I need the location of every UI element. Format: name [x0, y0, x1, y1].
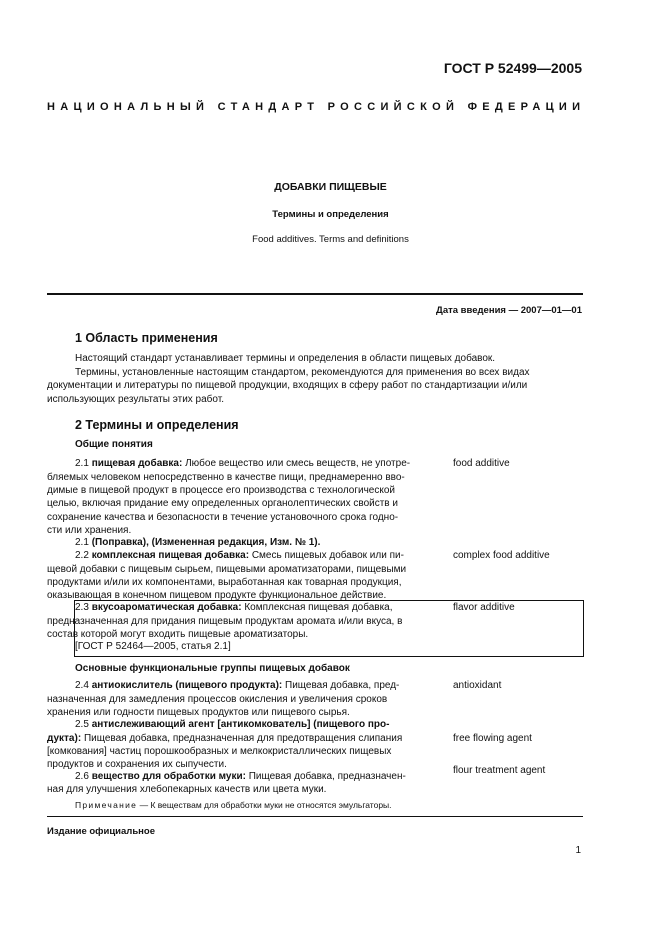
definition-line: димые в пищевой продукт в процессе его производства с технологической	[47, 485, 395, 497]
term-definition-start: Пищевая добавка, предназначен-	[248, 771, 406, 782]
standard-banner: НАЦИОНАЛЬНЫЙ СТАНДАРТ РОССИЙСКОЙ ФЕДЕРАЦИИ	[47, 101, 586, 113]
section-1-paragraph-2	[75, 366, 583, 380]
definition-line: назначенная для замедления процессов окисления и увеличения сроков	[47, 694, 388, 705]
term-2-2-english: complex food additive	[453, 550, 550, 561]
definition-line: продуктов и сохранения их сыпучести.	[47, 759, 227, 771]
term-2-6-definition	[47, 784, 326, 795]
term-2-1-english: food additive	[453, 458, 510, 469]
definition-line: продуктами и/или их компонентами, выработанная как товарная продукция,	[47, 577, 402, 589]
document-subtitle: Термины и определения	[272, 209, 389, 220]
section-1-paragraph-2-cont	[47, 379, 583, 406]
term-2-6-first-line	[75, 771, 406, 782]
paragraph-line: использующих результаты этих работ.	[47, 393, 224, 405]
bottom-divider	[47, 816, 583, 817]
term-2-6-english: flour treatment agent	[453, 765, 546, 776]
definition-line: оказывающая в конечном пищевом продукте функциональное действие.	[47, 590, 387, 602]
definition-line: сохранение качества и безопасности в течение установочного срока годно-	[47, 511, 399, 523]
term-2-1-definition	[47, 471, 405, 537]
term-definition-start: Комплексная пищевая добавка,	[244, 602, 393, 613]
english-title: Food additives. Terms and definitions	[252, 234, 409, 245]
term-2-3-definition	[47, 615, 402, 641]
definition-line: [комкования] частиц порошкообразных и мелкокристаллических пищевых	[47, 746, 392, 758]
official-edition-label: Издание официальное	[47, 826, 155, 837]
section-2-heading: 2 Термины и определения	[75, 418, 239, 432]
term-number: 2.2	[75, 550, 89, 561]
term-number: 2.5	[75, 719, 89, 730]
term-2-5-english: free flowing agent	[453, 733, 532, 744]
subsection-general: Общие понятия	[75, 439, 153, 450]
document-number: ГОСТ Р 52499—2005	[443, 60, 582, 76]
definition-line: состав которой могут входить пищевые ароматизаторы.	[47, 629, 309, 641]
term-2-5-first-line	[75, 719, 389, 730]
amendment-number: 2.1	[75, 537, 89, 548]
note-label: Примечание	[75, 800, 138, 810]
introduction-date: Дата введения — 2007—01—01	[436, 305, 582, 316]
term-name: антислеживающий агент [антикомкователь] (пищевого про-	[91, 719, 390, 730]
term-2-4-english: antioxidant	[453, 680, 502, 691]
term-name: антиокислитель (пищевого продукта):	[91, 680, 283, 691]
amendment-text: (Поправка), (Измененная редакция, Изм. № 1).	[91, 537, 321, 548]
page-number: 1	[575, 845, 581, 856]
definition-line: целью, включая придание ему определенных органолептических свойств и	[47, 498, 398, 510]
term-2-2-definition	[47, 563, 406, 603]
term-definition-start: Любое вещество или смесь веществ, не употре-	[185, 458, 411, 469]
definition-line: предназначенная для придания пищевым продуктам аромата и/или вкуса, в	[47, 616, 403, 627]
term-number: 2.1	[75, 458, 89, 469]
definition-line: щевой добавки с пищевым сырьем, пищевыми ароматизаторами, пищевыми	[47, 564, 407, 575]
section-1-heading: 1 Область применения	[75, 331, 218, 345]
note-text: — К веществам для обработки муки не относятся эмульгаторы.	[139, 800, 392, 810]
term-2-3-reference: [ГОСТ Р 52464—2005, статья 2.1]	[75, 641, 231, 652]
definition-line: бляемых человеком непосредственно в качестве пищи, преднамеренно вво-	[47, 472, 405, 483]
note	[75, 800, 583, 810]
term-2-4-first-line	[75, 680, 399, 691]
term-name: вкусоароматическая добавка:	[91, 602, 242, 613]
subsection-functional-groups: Основные функциональные группы пищевых добавок	[75, 663, 350, 674]
term-name-cont: дукта):	[47, 733, 82, 744]
term-2-5-definition	[47, 732, 402, 772]
term-definition-start: Пищевая добавка, пред-	[285, 680, 400, 691]
term-name: комплексная пищевая добавка:	[91, 550, 250, 561]
term-2-2-first-line	[75, 550, 404, 561]
top-divider	[47, 293, 583, 295]
definition-line	[47, 732, 402, 745]
definition-line: ная для улучшения хлебопекарных качеств или цвета муки.	[47, 784, 327, 795]
document-title: ДОБАВКИ ПИЩЕВЫЕ	[274, 181, 387, 193]
term-2-3-english: flavor additive	[453, 602, 515, 613]
definition-line: хранения или годности пищевых продуктов или пищевого сырья.	[47, 707, 350, 719]
definition-line: сти или хранения.	[47, 524, 132, 536]
term-name: пищевая добавка:	[91, 458, 183, 469]
term-number: 2.4	[75, 680, 89, 691]
term-2-1-amendment	[75, 537, 320, 548]
paragraph-line: документации и литературы по пищевой продукции, входящих в сферу работ по стандартизации и/или	[47, 380, 528, 391]
term-2-4-definition	[47, 693, 387, 719]
term-number: 2.6	[75, 771, 89, 782]
term-2-3-first-line	[75, 602, 393, 613]
term-2-1-first-line	[75, 458, 410, 469]
term-number: 2.3	[75, 602, 89, 613]
definition-text: Пищевая добавка, предназначенная для предотвращения слипания	[83, 733, 403, 744]
section-1-paragraph-1	[75, 352, 583, 366]
term-definition-start: Смесь пищевых добавок или пи-	[251, 550, 404, 561]
paragraph-text: Настоящий стандарт устанавливает термины и определения в области пищевых добавок.	[75, 353, 496, 364]
paragraph-line: Термины, установленные настоящим стандартом, рекомендуются для применения во всех видах	[75, 367, 530, 378]
term-name: вещество для обработки муки:	[91, 771, 246, 782]
